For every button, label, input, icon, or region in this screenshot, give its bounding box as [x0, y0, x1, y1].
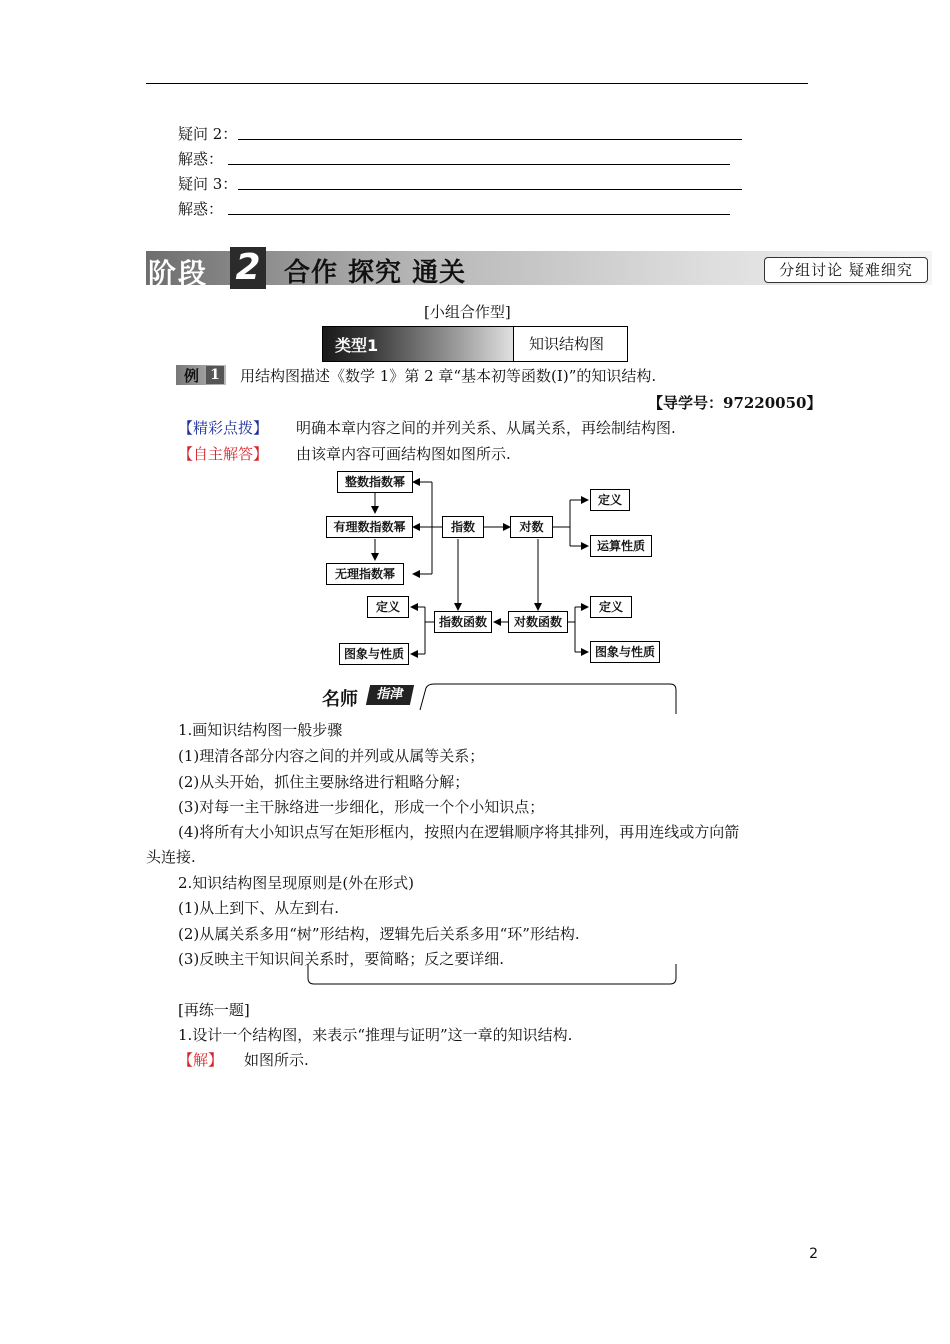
node-irrational-power: 无理指数幂	[326, 563, 404, 585]
tip-line-10: (3)反映主干知识间关系时，要简略；反之要详细.	[178, 950, 505, 968]
node-rational-power: 有理数指数幂	[326, 516, 413, 538]
banner-title: 合作 探究 通关	[284, 258, 467, 288]
tip-line-6: 头连接.	[146, 848, 196, 866]
group-label: [小组合作型]	[424, 303, 511, 321]
practice-question: 1.设计一个结构图，来表示“推理与证明”这一章的知识结构.	[178, 1026, 573, 1044]
guide-number: 【导学号：97220050】	[648, 394, 822, 412]
banner-tag: 分组讨论 疑难细究	[764, 257, 928, 283]
node-integer-power: 整数指数幂	[337, 471, 413, 493]
banner-number: 2	[230, 247, 266, 289]
practice-label: [再练一题]	[178, 1001, 250, 1019]
node-log-function: 对数函数	[508, 611, 568, 633]
node-exp-function: 指数函数	[434, 611, 492, 633]
tip-badge-a: 名师	[322, 689, 358, 710]
tip-line-1: 1.画知识结构图一般步骤	[178, 721, 343, 739]
node-exponent: 指数	[442, 516, 484, 538]
tip-line-7: 2.知识结构图呈现原则是(外在形式)	[178, 874, 415, 892]
tip-frame-top	[300, 682, 680, 718]
node-graph-property-left: 图象与性质	[339, 643, 409, 665]
answer-3-label: 解惑：	[178, 200, 224, 218]
node-definition-right: 定义	[590, 596, 632, 618]
solution-text: 如图所示.	[244, 1051, 309, 1069]
answer-label: 【自主解答】	[178, 445, 269, 463]
question-3-label: 疑问 3：	[178, 175, 238, 193]
node-definition-left: 定义	[367, 596, 409, 618]
tip-line-2: (1)理清各部分内容之间的并列或从属等关系；	[178, 747, 485, 765]
answer-text: 由该章内容可画结构图如图所示.	[296, 445, 511, 463]
node-definition-top: 定义	[590, 489, 630, 511]
example-badge-text: 例	[184, 367, 200, 385]
tip-line-3: (2)从头开始，抓住主要脉络进行粗略分解；	[178, 773, 470, 791]
example-badge-number: 1	[206, 366, 224, 384]
tip-line-8: (1)从上到下、从左到右.	[178, 899, 340, 917]
type-label: 类型1	[335, 336, 379, 355]
node-logarithm: 对数	[510, 516, 553, 538]
tip-line-5: (4)将所有大小知识点写在矩形框内，按照内在逻辑顺序将其排列，再用连线或方向箭	[178, 823, 740, 841]
question-2-label: 疑问 2：	[178, 125, 238, 143]
tip-line-4: (3)对每一主干脉络进一步细化，形成一个个小知识点；	[178, 798, 545, 816]
solution-label: 【解】	[178, 1051, 224, 1069]
node-operation-property: 运算性质	[590, 535, 652, 557]
answer-2-label: 解惑：	[178, 150, 224, 168]
example-text: 用结构图描述《数学 1》第 2 章“基本初等函数(Ⅰ)”的知识结构.	[240, 367, 657, 385]
banner-stage: 阶段	[148, 257, 209, 290]
node-graph-property-right: 图象与性质	[590, 641, 660, 663]
hint-text: 明确本章内容之间的并列关系、从属关系，再绘制结构图.	[296, 419, 676, 437]
tip-line-9: (2)从属关系多用“树”形结构，逻辑先后关系多用“环”形结构.	[178, 925, 580, 943]
hint-label: 【精彩点拨】	[178, 419, 269, 437]
type-text: 知识结构图	[529, 335, 605, 353]
page-number: 2	[809, 1246, 818, 1262]
tip-badge-b: 指津	[366, 685, 414, 705]
